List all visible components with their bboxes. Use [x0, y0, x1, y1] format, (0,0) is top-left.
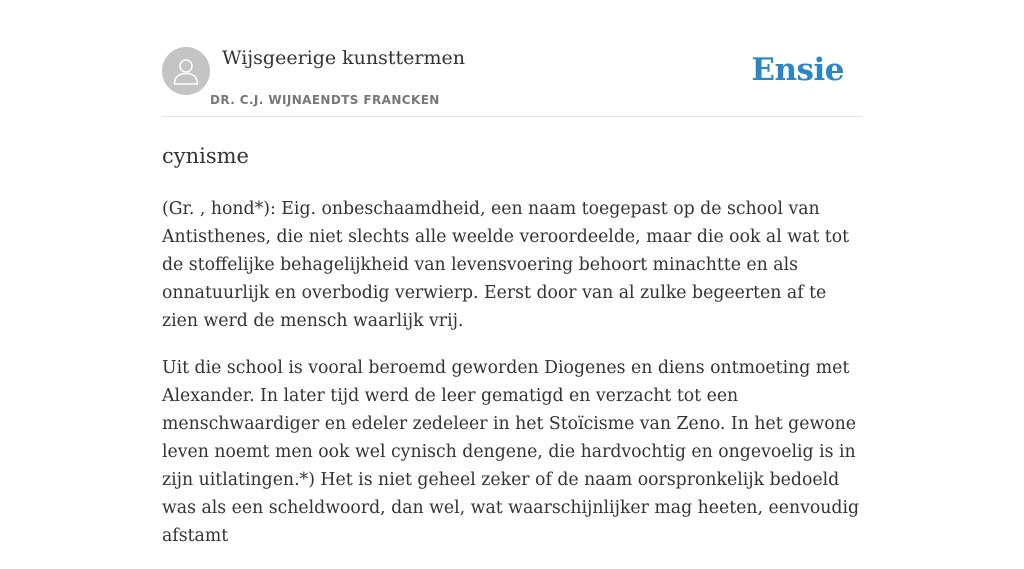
- entry-paragraph: (Gr. , hond*): Eig. onbeschaamdheid, een naam toegepast op de school van Antisthenes, die niet slechts alle weelde veroordeelde, maar die ook al wat tot de stoffelijke behagelijkheid van levensvoering behoort minachtte en als onnatuurlijk en overbodig verwierp. Eerst door van al zulke begeerten af te zien werd de mensch waarlijk vrij.: [162, 199, 850, 331]
- article-header: [162, 46, 862, 117]
- user-icon: [173, 57, 199, 85]
- author-name[interactable]: DR. C.J. WIJNAENDTS FRANCKEN: [210, 93, 440, 107]
- entry-body: [162, 195, 862, 550]
- article: [162, 46, 862, 569]
- book-title[interactable]: Wijsgeerige kunsttermen: [222, 47, 466, 69]
- entry-title: cynisme: [162, 144, 249, 168]
- author-avatar[interactable]: [162, 47, 210, 95]
- entry-paragraph: Uit die school is vooral beroemd geworden Diogenes en diens ontmoeting met Alexander. In later tijd werd de leer gematigd en verzacht tot een menschwaardiger en edeler zedeleer in het Stoïcisme van Zeno. In het gewone leven noemt men ook wel cynisch dengene, die hardvochtig en ongevoelig is in zijn uitlatingen.*) Het is niet geheel zeker of de naam oorspronkelijk bedoeld was als een scheldwoord, dan wel, wat waarschijnlijker mag heeten, eenvoudig afstamt: [162, 358, 860, 546]
- brand-logo[interactable]: Ensie: [751, 52, 844, 88]
